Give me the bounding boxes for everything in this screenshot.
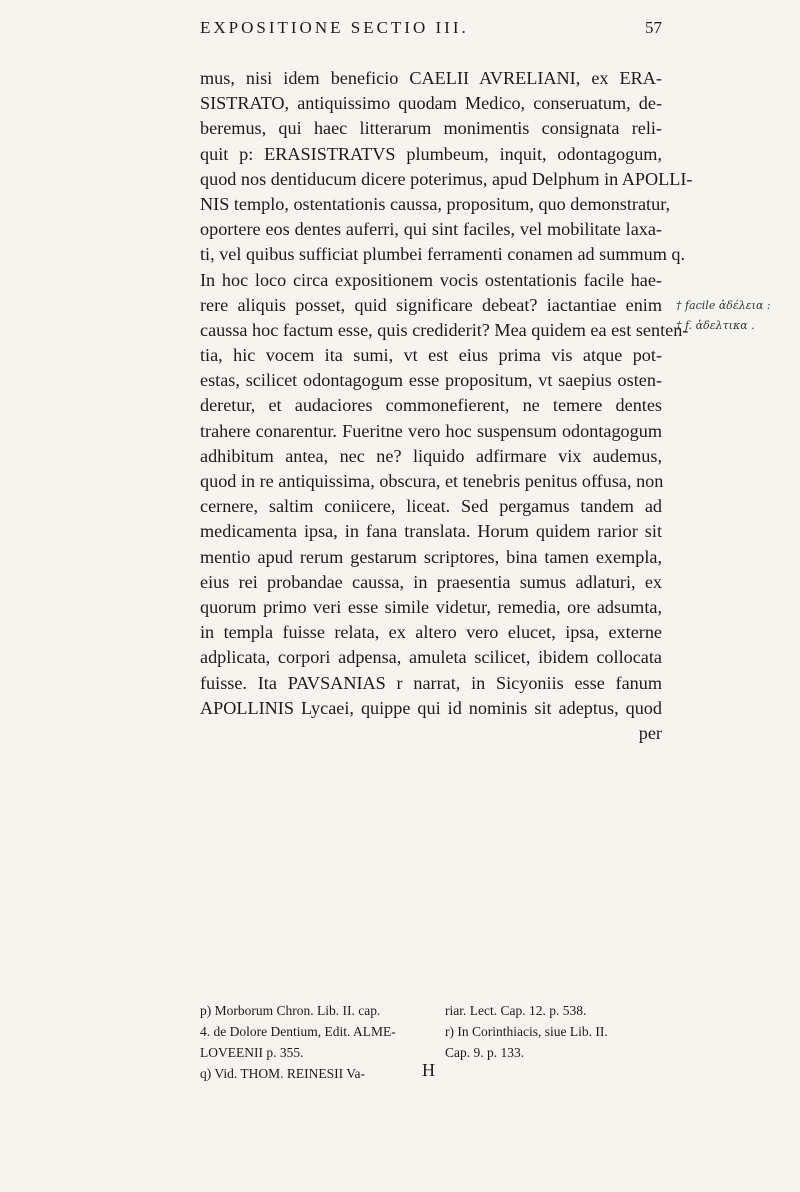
text-line: eius rei probandae caussa, in praesentia sumus adlaturi, ex bbox=[200, 571, 662, 592]
margin-note-line: † facile ἀδέλεια : bbox=[676, 299, 771, 312]
signature-mark: H bbox=[422, 1060, 435, 1080]
footnote-line: Cap. 9. p. 133. bbox=[445, 1045, 525, 1060]
footnotes-right-column bbox=[445, 1000, 670, 1084]
footnote-line: riar. Lect. Cap. 12. p. 538. bbox=[445, 1003, 587, 1018]
text-line: ti, vel quibus sufficiat plumbei ferramenti conamen ad summum q. bbox=[200, 244, 686, 265]
catchword: per bbox=[638, 722, 662, 743]
running-title: EXPOSITIONE SECTIO III. bbox=[200, 18, 469, 37]
text-line: quorum primo veri esse simile videtur, remedia, ore adsumta, bbox=[200, 596, 662, 617]
text-line: mus, nisi idem beneficio CAELII AVRELIANI, ex ERA- bbox=[200, 68, 662, 88]
text-line: fuisse. Ita PAVSANIAS r narrat, in Sicyoniis esse fanum bbox=[200, 672, 662, 693]
margin-note-line: † f. ἀδελτικα . bbox=[676, 319, 755, 332]
text-line: In hoc loco circa expositionem vocis ostentationis facile hae- bbox=[200, 269, 662, 290]
footnote-line: p) Morborum Chron. Lib. II. cap. bbox=[200, 1003, 381, 1018]
text-line: medicamenta ipsa, in fana translata. Horum quidem rarior sit bbox=[200, 521, 662, 542]
text-line: tia, hic vocem ita sumi, vt est eius prima vis atque pot- bbox=[200, 345, 662, 366]
footnote-line: 4. de Dolore Dentium, Edit. ALME- bbox=[200, 1024, 396, 1039]
text-line: oportere eos dentes auferri, qui sint faciles, vel mobilitate laxa- bbox=[200, 219, 662, 240]
text-line: cernere, saltim coniicere, liceat. Sed pergamus tandem ad bbox=[200, 496, 662, 517]
text-line: trahere conarentur. Fueritne vero hoc suspensum odontagogum bbox=[200, 420, 662, 441]
text-line: caussa hoc factum esse, quis crediderit? Mea quidem ea est senten- bbox=[200, 319, 689, 340]
text-line: deretur, et audaciores commonefierent, ne temere dentes bbox=[200, 395, 662, 416]
footnotes bbox=[200, 1000, 670, 1084]
text-line: adhibitum antea, nec ne? liquido adfirmare vix audemus, bbox=[200, 445, 662, 466]
text-line: NIS templo, ostentationis caussa, propositum, quo demonstratur, bbox=[200, 193, 671, 214]
footnote-line: r) In Corinthiacis, siue Lib. II. bbox=[445, 1024, 608, 1039]
text-line: quod nos dentiducum dicere poterimus, apud Delphum in APOLLI- bbox=[200, 168, 693, 189]
footnotes-left-column bbox=[200, 1000, 425, 1084]
page-number: 57 bbox=[645, 18, 662, 37]
text-line: in templa fuisse relata, ex altero vero elucet, ipsa, externe bbox=[200, 622, 662, 643]
footnote-line: LOVEENII p. 355. bbox=[200, 1045, 304, 1060]
text-line: rere aliquis posset, quid significare debeat? iactantiae enim bbox=[200, 294, 662, 315]
text-line: quod in re antiquissima, obscura, et tenebris penitus offusa, non bbox=[200, 471, 664, 491]
running-header bbox=[200, 18, 662, 38]
handwritten-margin-note bbox=[676, 296, 771, 336]
text-line: SISTRATO, antiquissimo quodam Medico, conseruatum, de- bbox=[200, 93, 662, 114]
text-line: quit p: ERASISTRATVS plumbeum, inquit, odontagogum, bbox=[200, 143, 662, 164]
text-line: beremus, qui haec litterarum monimentis consignata reli- bbox=[200, 118, 662, 139]
main-text bbox=[200, 66, 693, 746]
text-line: estas, scilicet odontagogum esse propositum, vt saepius osten- bbox=[200, 370, 662, 391]
text-line: adplicata, corpori adpensa, amuleta scilicet, ibidem collocata bbox=[200, 647, 662, 668]
text-line: APOLLINIS Lycaei, quippe qui id nominis sit adeptus, quod bbox=[200, 697, 662, 718]
footnote-line: q) Vid. THOM. REINESII Va- bbox=[200, 1066, 365, 1081]
text-line: mentio apud rerum gestarum scriptores, bina tamen exempla, bbox=[200, 546, 662, 567]
